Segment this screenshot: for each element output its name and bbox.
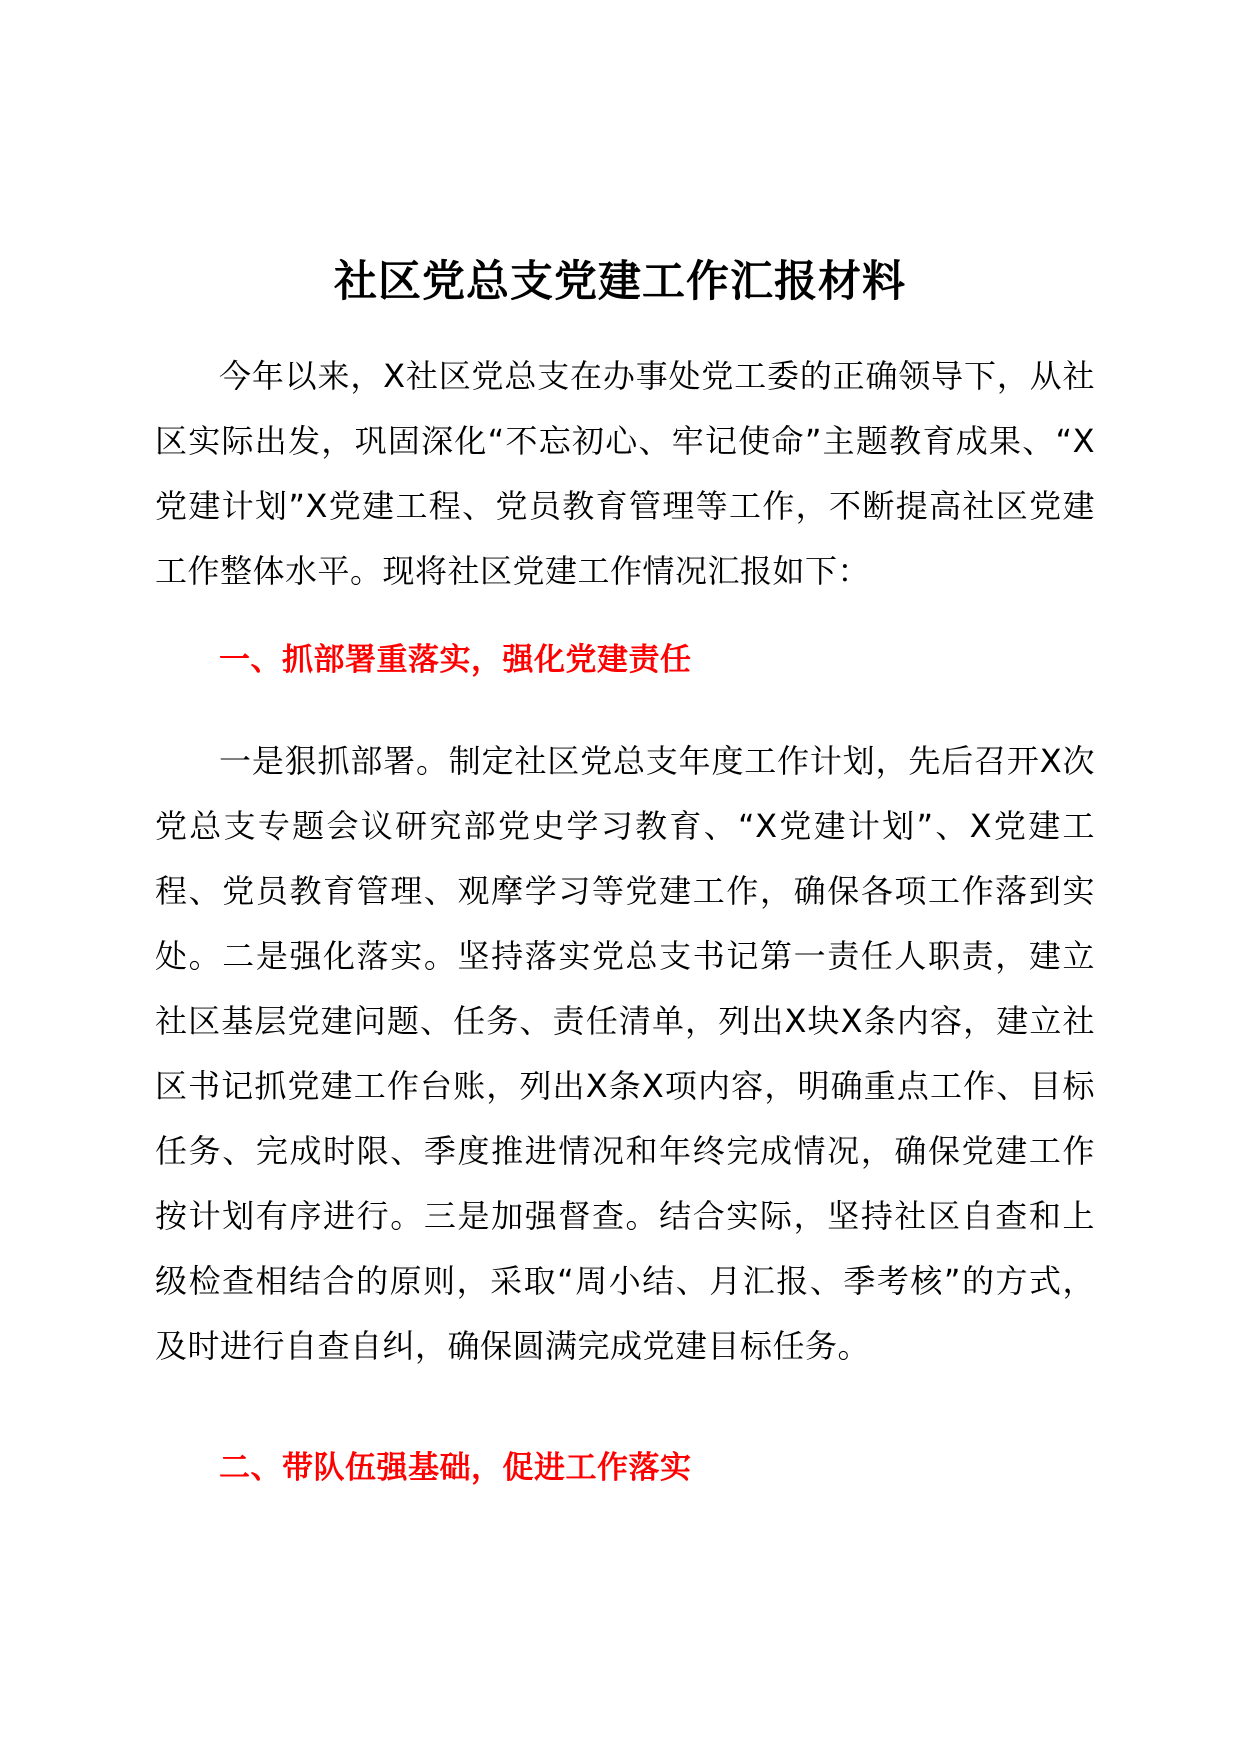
section-heading-1: 一、抓部署重落实，强化党建责任 [219, 642, 692, 678]
section-body-1: 一是狠抓部署。制定社区党总支年度工作计划，先后召开X次党总支专题会议研究部党史学习教育、“X党建计划”、X党建工程、党员教育管理、观摩学习等党建工作，确保各项工作落到实处。二是强化落实。坚持落实党总支书记第一责任人职责，建立社区基层党建问题、任务、责任清单，列出X块X条内容，建立社区书记抓党建工作台账，列出X条X项内容，明确重点工作、目标任务、完成时限、季度推进情况和年终完成情况，确保党建工作按计划有序进行。三是加强督查。结合实际，坚持社区自查和上级检查相结合的原则，采取“周小结、月汇报、季考核”的方式，及时进行自查自纠，确保圆满完成党建目标任务。 [155, 742, 1095, 1365]
section-heading-2: 二、带队伍强基础，促进工作落实 [219, 1450, 692, 1486]
intro-paragraph: 今年以来，X社区党总支在办事处党工委的正确领导下，从社区实际出发，巩固深化“不忘初心、牢记使命”主题教育成果、“X党建计划”X党建工程、党员教育管理等工作，不断提高社区党建工作整体水平。现将社区党建工作情况汇报如下： [155, 357, 1095, 590]
document-title: 社区党总支党建工作汇报材料 [334, 257, 906, 307]
